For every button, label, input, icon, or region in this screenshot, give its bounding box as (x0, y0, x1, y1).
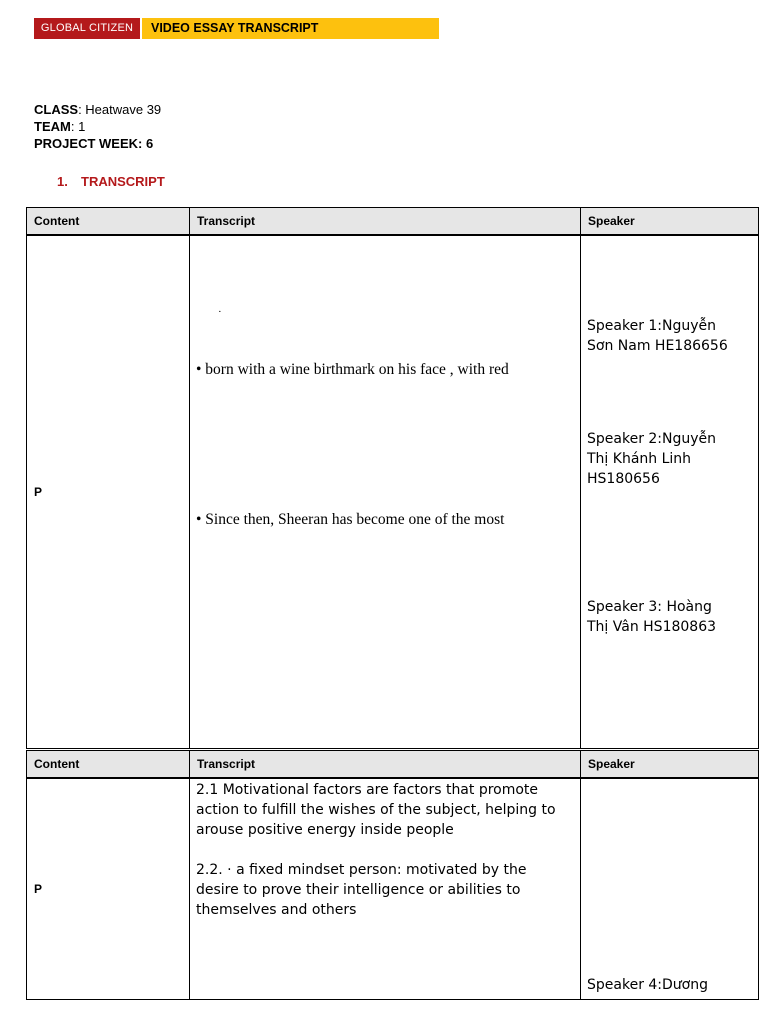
speaker-2 (587, 429, 716, 489)
content-cell: P (27, 235, 190, 749)
header-speaker: Speaker (581, 751, 759, 779)
team-value: : 1 (70, 119, 86, 134)
speaker-2-line-2: Thị Khánh Linh (587, 451, 692, 467)
paragraph-2-line-1: 2.2. · a fixed mindset person: motivated by the (196, 862, 527, 878)
transcript-table-1 (26, 207, 759, 749)
header-speaker: Speaker (581, 208, 759, 236)
team-line (34, 118, 85, 135)
speaker-2-line-1: Speaker 2:Nguyễn (587, 431, 717, 447)
transcript-paragraph-1 (196, 780, 556, 840)
speaker-1 (587, 316, 728, 356)
speaker-3-line-1: Speaker 3: Hoàng (587, 599, 712, 615)
class-value: : Heatwave 39 (78, 102, 162, 117)
team-label: TEAM (34, 119, 71, 134)
speaker-4: Speaker 4:Dương (587, 977, 708, 993)
header-transcript: Transcript (190, 751, 581, 779)
section-heading (57, 174, 165, 189)
table-header-row (27, 208, 759, 236)
paragraph-1-line-2: action to fulfill the wishes of the subject, helping to (196, 802, 556, 818)
class-label: CLASS (34, 102, 79, 117)
speaker-2-line-3: HS180656 (587, 471, 660, 487)
table-row (27, 778, 759, 1000)
transcript-line-1: • born with a wine birthmark on his face , with red (196, 361, 509, 378)
header-content: Content (27, 208, 190, 236)
paragraph-2-line-2: desire to prove their intelligence or abilities to (196, 882, 521, 898)
transcript-cell (190, 778, 581, 1000)
project-week-line (34, 135, 153, 152)
table-header-row (27, 751, 759, 779)
class-line (34, 101, 161, 118)
speaker-3-line-2: Thị Vân HS180863 (587, 619, 717, 635)
transcript-line-2: • Since then, Sheeran has become one of the most (196, 511, 505, 528)
transcript-dot: · (218, 306, 222, 318)
paragraph-2-line-3: themselves and others (196, 902, 357, 918)
speaker-1-line-1: Speaker 1:Nguyễn (587, 318, 717, 334)
speaker-1-line-2: Sơn Nam HE186656 (587, 338, 728, 354)
table-row (27, 235, 759, 749)
speaker-cell (581, 778, 759, 1000)
section-number: 1. (57, 174, 68, 189)
speaker-3 (587, 597, 716, 637)
project-week-label: PROJECT WEEK: 6 (34, 136, 154, 151)
speaker-cell (581, 235, 759, 749)
header-document-title: VIDEO ESSAY TRANSCRIPT (142, 18, 439, 39)
paragraph-1-line-3: arouse positive energy inside people (196, 822, 454, 838)
header-content: Content (27, 751, 190, 779)
transcript-table-2 (26, 750, 759, 1000)
header-transcript: Transcript (190, 208, 581, 236)
section-title: TRANSCRIPT (81, 174, 165, 189)
header-global-citizen: GLOBAL CITIZEN (34, 18, 140, 39)
content-cell: P (27, 778, 190, 1000)
transcript-cell (190, 235, 581, 749)
transcript-paragraph-2 (196, 860, 527, 920)
paragraph-1-line-1: 2.1 Motivational factors are factors that promote (196, 782, 539, 798)
